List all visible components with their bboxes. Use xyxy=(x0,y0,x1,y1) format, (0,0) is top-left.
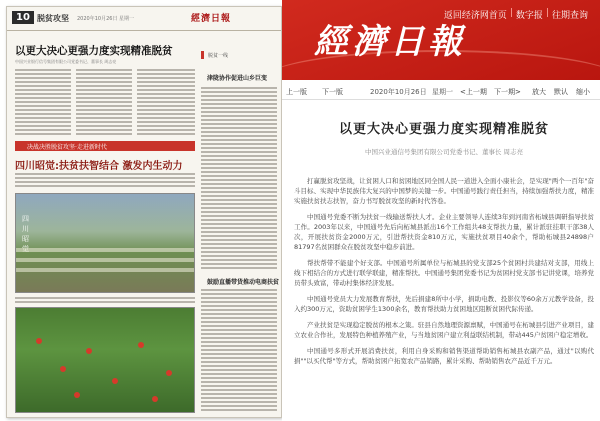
link-separator: | xyxy=(545,8,549,18)
top-links xyxy=(444,8,588,21)
issue-date: 2020年10月26日 xyxy=(370,88,427,96)
newspaper-logo[interactable]: 經濟日報 xyxy=(314,22,466,62)
page-byline: 中国兴业银行信号集团有限公司党委书记、董事长 周志亮 xyxy=(15,59,117,64)
article-paragraph: 中国通号多形式开展消费扶贫，利用自身采购和销售渠道帮助销售柘城县农副产品，通过"以购代捐""以买代帮"等方式，帮助贫困户拓宽农产品销路，累计采购、帮助销售农产品近千万元。 xyxy=(294,347,594,365)
side-text-column xyxy=(201,87,277,273)
link-separator: | xyxy=(509,8,513,18)
side-text-column xyxy=(201,289,277,413)
prev-page-button[interactable]: 上一版 xyxy=(286,88,307,96)
newspaper-page-thumbnail[interactable] xyxy=(6,6,282,418)
article-title: 以更大决心更强力度实现精准脱贫 xyxy=(338,122,549,137)
text-column xyxy=(76,69,132,137)
article-paragraph: 打赢脱贫攻坚战，让贫困人口和贫困地区同全国人民一道进入全面小康社会，是实现"两个一百年"奋斗目标、实现中华民族伟大复兴的中国梦的关键一步。中国通号践行责任担当，持续加强帮扶力度，精准实施扶贫扶志扶智，奋力书写脱贫攻坚的新时代答卷。 xyxy=(294,177,594,205)
article-paragraph: 中国通号党员大力发展教育帮扶，先后捐建8所中小学，捐助电教、投影仪等60余万元教学设备，投入约300万元，资助贫困学生1300余名，教育帮扶助力贫困地区阻断贫困代际传递。 xyxy=(294,295,594,313)
article-paragraph: 产业扶贫是实现稳定脱贫的根本之策。驻县自然地理资源禀赋，中国通号在柘城县引进产业项目，建立农业合作社，发展特色种植养殖产业，与当地贫困户建立利益联结机制，带动445户贫困户稳定增收。 xyxy=(294,321,594,339)
zoom-out-button[interactable]: 缩小 xyxy=(576,88,590,96)
photo-mountain-village xyxy=(15,193,195,293)
side-headline-1[interactable]: 津陇协作促进山乡巨变 xyxy=(207,75,268,82)
photo-tomato-farm xyxy=(15,307,195,413)
section-banner xyxy=(15,141,195,151)
side-column-flag-text: 脱贫一线 xyxy=(208,53,229,59)
page-headline-2[interactable]: 四川昭觉:扶贫扶智结合 激发内生动力 xyxy=(15,161,183,172)
issue-weekday: 星期一 xyxy=(432,88,453,96)
side-headline-2[interactable]: 鼓励直播带货推动电商扶贫 xyxy=(207,279,280,286)
article-author: 中国兴业通信号集团有限公司党委书记、董事长 周志亮 xyxy=(364,148,524,156)
link-digital-edition[interactable]: 数字报 xyxy=(515,11,543,21)
prev-issue-button[interactable]: <上一期 xyxy=(460,88,487,96)
section-banner-text: 决战决胜脱贫攻坚·走进新时代 xyxy=(27,144,107,151)
header-banner xyxy=(282,0,600,80)
page-navigation-bar xyxy=(282,84,600,100)
section-name: 脱贫攻坚 xyxy=(37,14,69,23)
article-paragraph: 帮扶帮带不能建个好支部。中国通号所属单位与柘城县的党支部25个贫困村共建结对支部，用线上线下相结合的方式进行联学联建，精准帮扶。中国通号集团党委书记为贫困村党支部书记讲党课，培养党员带头致富，带动村集体经济发展。 xyxy=(294,259,594,287)
reader-panel xyxy=(282,0,600,421)
page-number: 10 xyxy=(12,11,34,24)
photo-caption: 四川昭 xyxy=(22,215,29,243)
link-home[interactable]: 返回经济网首页 xyxy=(443,11,507,21)
text-column xyxy=(15,297,195,305)
article-paragraph: 中国通号党委不断为扶贫一线输送帮扶人才。企业主要领导人连续3年到河南省柘城县调研指导扶贫工作。2003年以来，中国通号先后向柘城县派出16个工作组共48支帮扶力量，累计派驻挂职干部38人次，开展扶贫资金2000万元，引进帮扶资金810万元，实施扶贫项目40余个，帮助柘城县24898户81797名贫困群众在脱贫攻坚中稳步前进。 xyxy=(294,213,594,251)
side-column-flag xyxy=(201,51,271,59)
text-column xyxy=(137,69,195,137)
page-date: 2020年10月26日 星期一 xyxy=(77,16,135,22)
text-column xyxy=(15,69,71,137)
page-header xyxy=(7,7,281,31)
text-column xyxy=(15,173,195,191)
next-page-button[interactable]: 下一版 xyxy=(322,88,343,96)
link-archive[interactable]: 往期查询 xyxy=(551,11,588,21)
article xyxy=(294,118,594,372)
next-issue-button[interactable]: 下一期> xyxy=(494,88,521,96)
page-headline[interactable]: 以更大决心更强力度实现精准脱贫 xyxy=(15,45,173,57)
zoom-default-button[interactable]: 默认 xyxy=(554,88,568,96)
article-body xyxy=(294,176,594,366)
zoom-in-button[interactable]: 放大 xyxy=(532,88,546,96)
page-masthead: 經濟日報 xyxy=(191,14,232,24)
